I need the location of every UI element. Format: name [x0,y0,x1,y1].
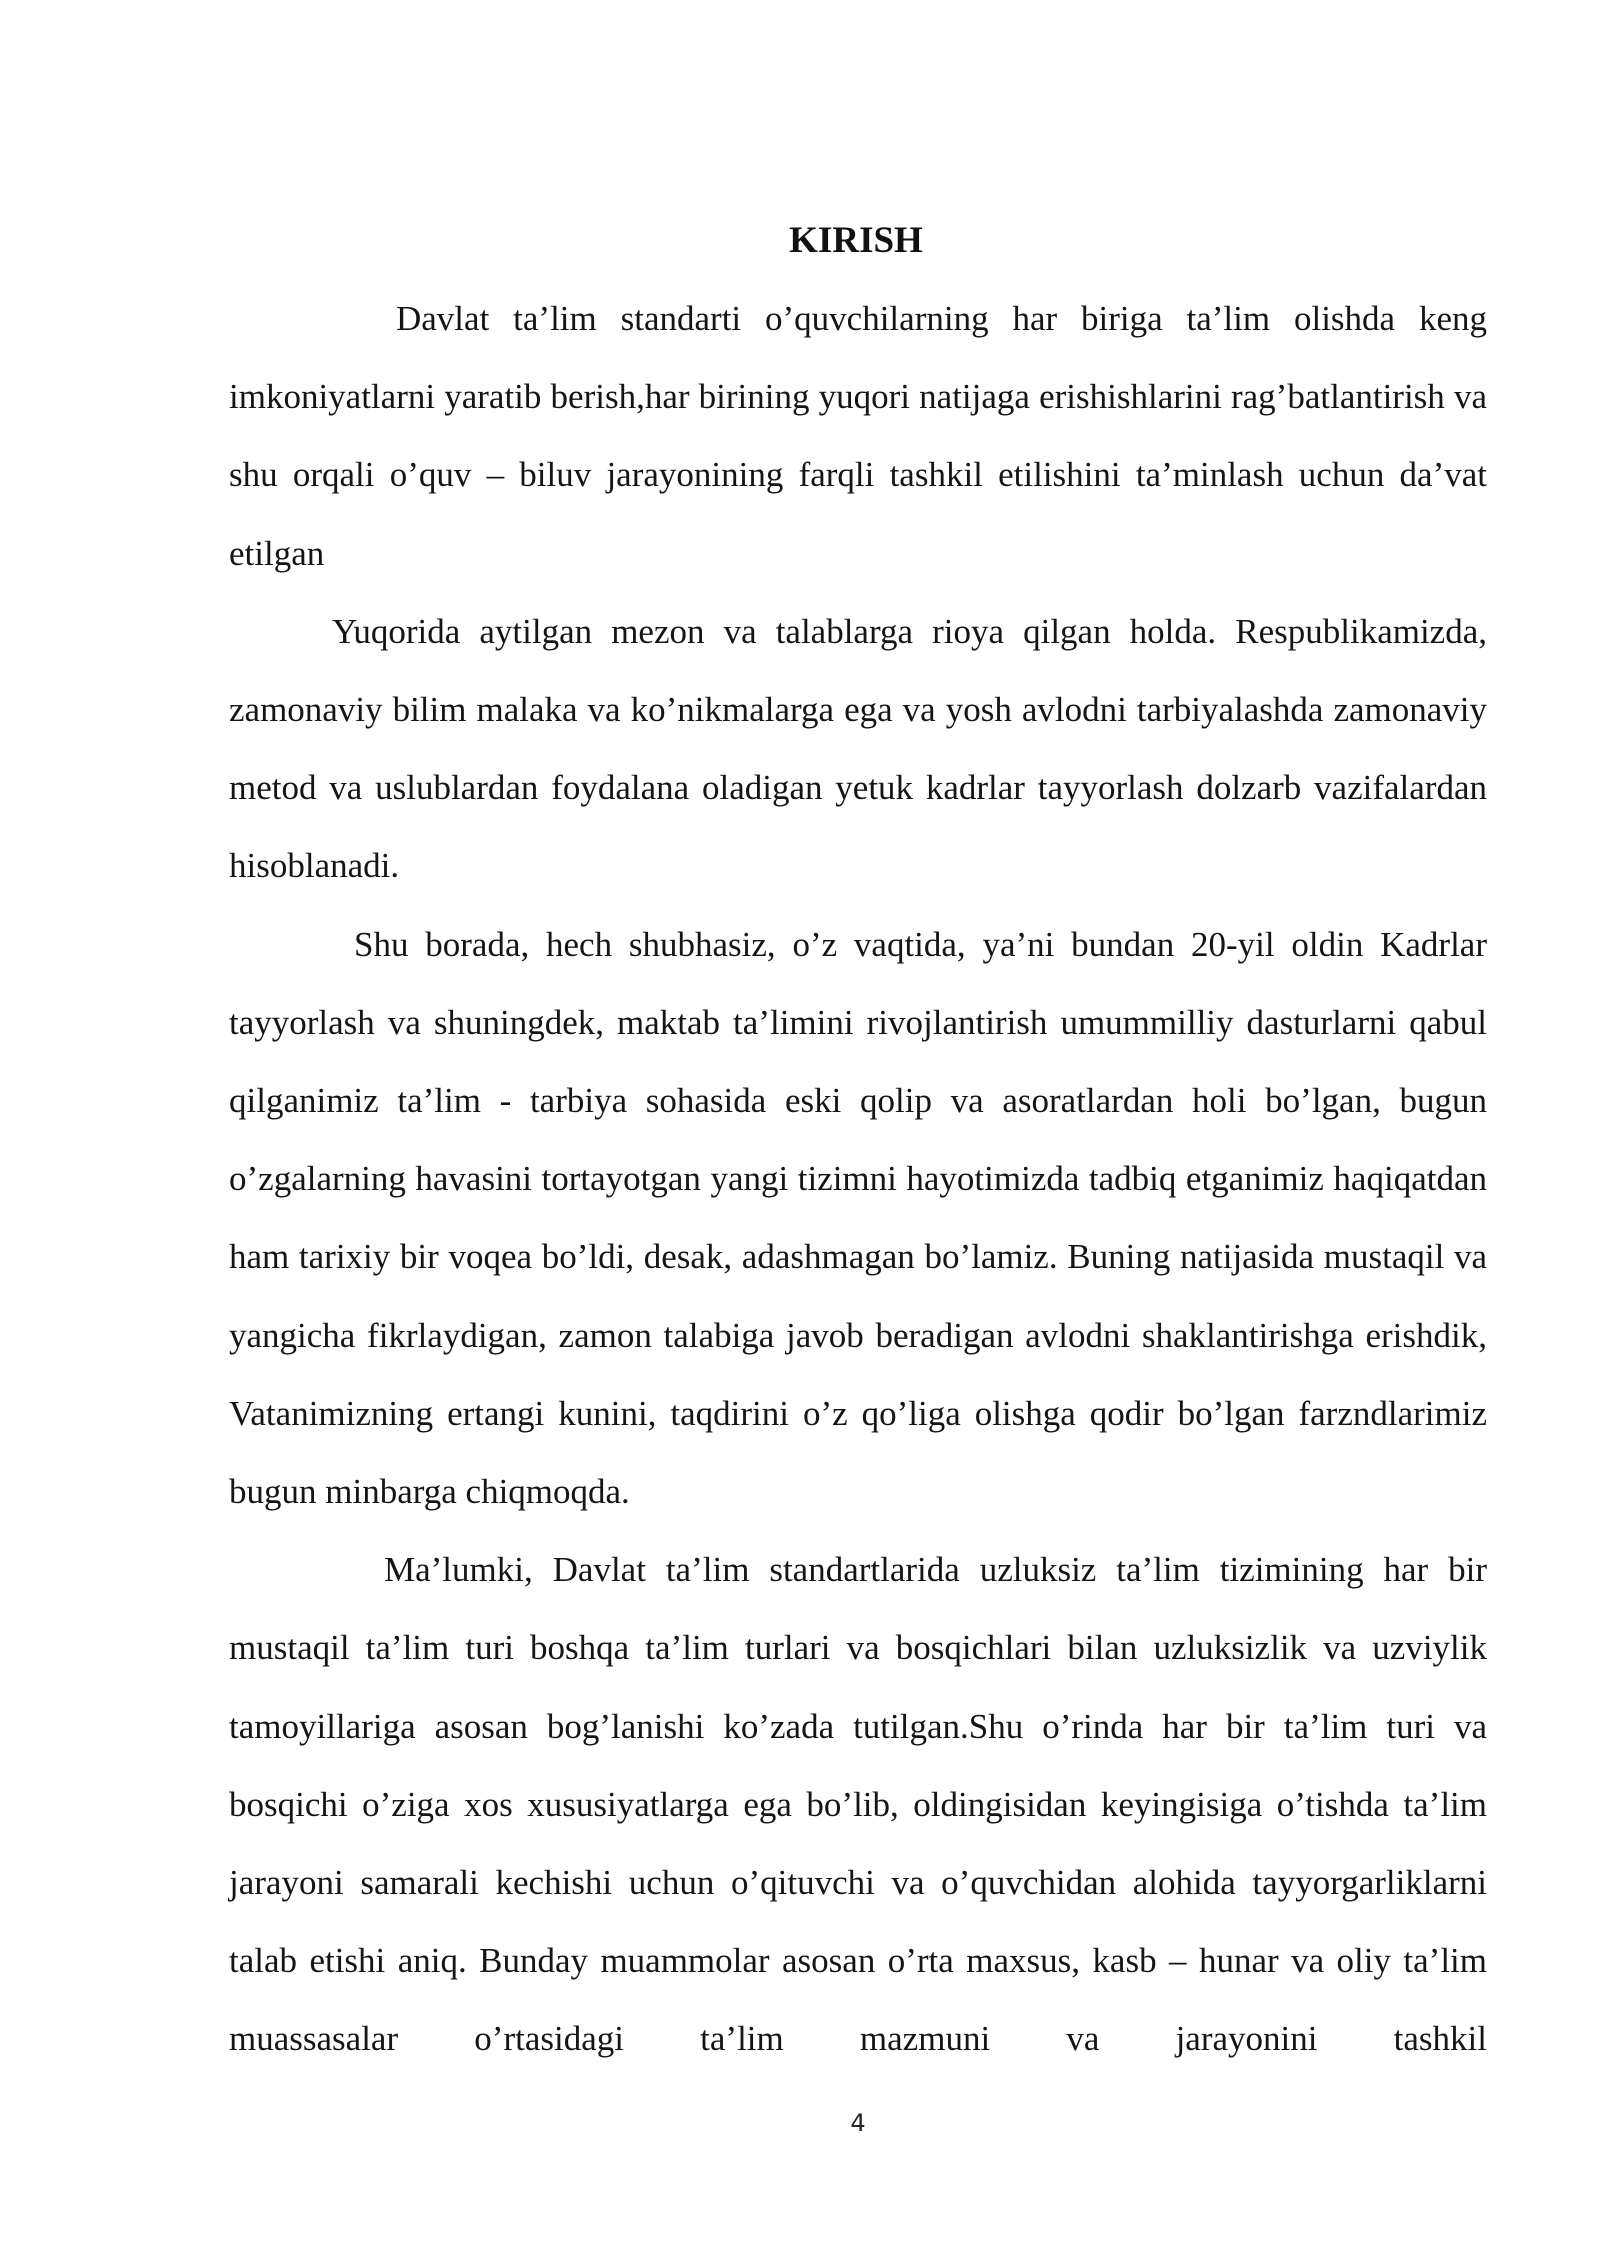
page-number: 4 [850,2109,866,2137]
paragraph: Ma’lumki, Davlat ta’lim standartlarida uzluksiz ta’lim tizimining har bir mustaqil ta’lim turi boshqa ta’lim turlari va bosqichlari bilan uzluksizlik va uzviylik tamoyillariga asosan bog’lanishi ko’zada tutilgan.Shu o’rinda har bir ta’lim turi va bosqichi o’ziga xos xususiyatlarga ega bo’lib, oldingisidan keyingisiga o’tishda ta’lim jarayoni samarali kechishi uchun o’qituvchi va o’quvchidan alohida tayyorgarliklarni talab etishi aniq. Bunday muammolar asosan o’rta maxsus, kasb – hunar va oliy ta’lim muassasalar o’rtasidagi ta’lim mazmuni va jarayonini tashkil [229,1550,1487,2059]
paragraph: Yuqorida aytilgan mezon va talablarga rioya qilgan holda. Respublikamizda, zamonaviy bilim malaka va ko’nikmalarga ega va yosh avlodni tarbiyalashda zamonaviy metod va uslublardan foydalana oladigan yetuk kadrlar tayyorlash dolzarb vazifalardan hisoblanadi. [229,611,1487,886]
paragraph: Shu borada, hech shubhasiz, o’z vaqtida, ya’ni bundan 20-yil oldin Kadrlar tayyorlash va shuningdek, maktab ta’limini rivojlantirish umummilliy dasturlarni qabul qilganimiz ta’lim - tarbiya sohasida eski qolip va asoratlardan holi bo’lgan, bugun o’zgalarning havasini tortayotgan yangi tizimni hayotimizda tadbiq etganimiz haqiqatdan ham tarixiy bir voqea bo’ldi, desak, adashmagan bo’lamiz. Buning natijasida mustaqil va yangicha fikrlaydigan, zamon talabiga javob beradigan avlodni shaklantirishga erishdik, Vatanimizning ertangi kunini, taqdirini o’z qo’liga olishga qodir bo’lgan farzndlarimiz bugun minbarga chiqmoqda. [229,924,1487,1512]
paragraph: Davlat ta’lim standarti o’quvchilarning har biriga ta’lim olishda keng imkoniyatlarni yaratib berish,har birining yuqori natijaga erishishlarini rag’batlantirish va shu orqali o’quv – biluv jarayonining farqli tashkil etilishini ta’minlash uchun da’vat etilgan [229,299,1487,573]
section-heading: KIRISH [789,220,923,261]
body-text [229,280,1487,2079]
